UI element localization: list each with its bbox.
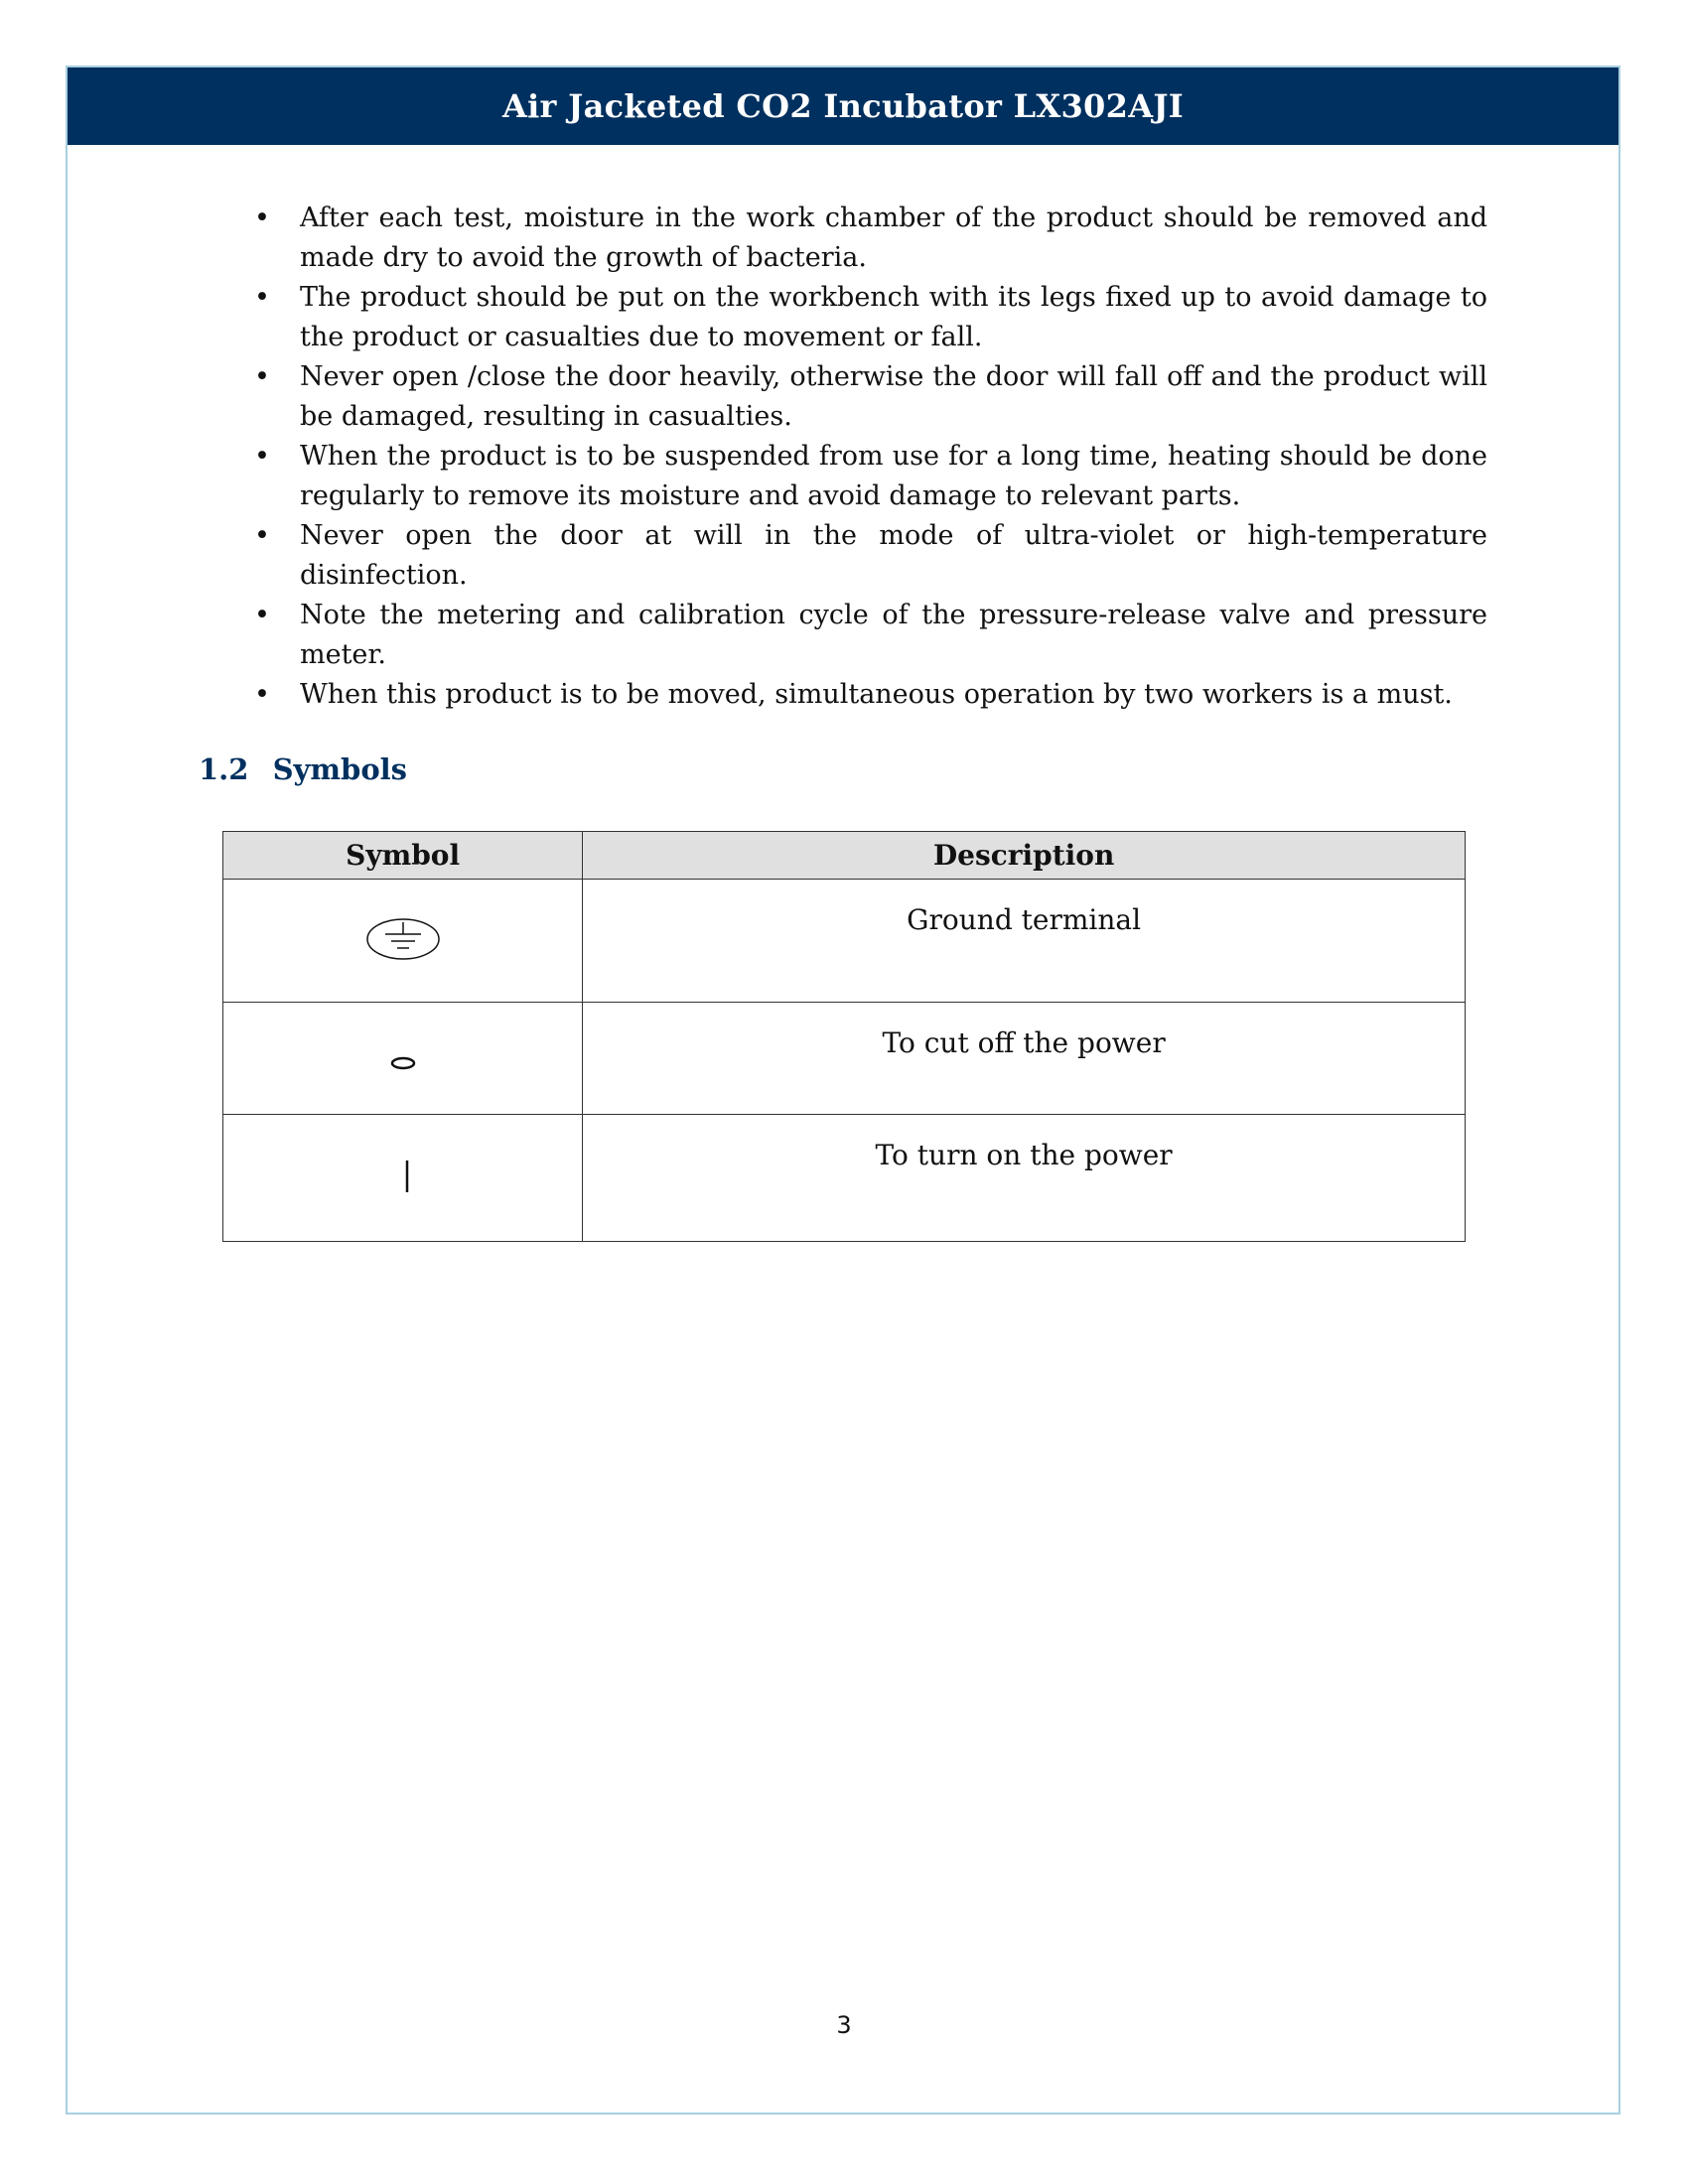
list-item — [232, 596, 1487, 675]
symbol-cell — [223, 880, 583, 1003]
header-band — [68, 68, 1618, 145]
column-header-description: Description — [583, 832, 1466, 880]
column-header-symbol: Symbol — [223, 832, 583, 880]
description-cell: To cut off the power — [583, 1003, 1466, 1115]
power-on-icon — [397, 1159, 417, 1194]
description-cell: Ground terminal — [583, 880, 1466, 1003]
section-title: Symbols — [272, 752, 408, 786]
list-item — [232, 278, 1487, 357]
list-item-text: When the product is to be suspended from use for a long time, heating should be done regularly to remove its moisture and avoid damage to relevant parts. — [300, 441, 1487, 511]
symbols-table — [222, 831, 1466, 1242]
table-row — [223, 880, 1466, 1003]
table-row — [223, 1003, 1466, 1115]
safety-notes-list — [232, 199, 1487, 715]
list-item-text: The product should be put on the workbench with its legs fixed up to avoid damage to the product or casualties due to movement or fall. — [300, 282, 1487, 352]
bullet-icon: • — [254, 679, 270, 710]
list-item-text: Never open the door at will in the mode of ultra-violet or high-temperature disinfection. — [300, 520, 1487, 591]
list-item — [232, 675, 1487, 715]
list-item-text: After each test, moisture in the work chamber of the product should be removed and made dry to avoid the growth of bacteria. — [300, 203, 1487, 273]
list-item — [232, 437, 1487, 516]
bullet-icon: • — [254, 441, 270, 472]
list-item-text: When this product is to be moved, simultaneous operation by two workers is a must. — [300, 679, 1453, 710]
bullet-icon: • — [254, 282, 270, 313]
page-number: 3 — [836, 2011, 852, 2039]
list-item — [232, 516, 1487, 596]
power-off-icon — [388, 1053, 418, 1073]
table-row — [223, 1115, 1466, 1242]
section-heading — [199, 752, 407, 786]
bullet-icon: • — [254, 600, 270, 630]
bullet-icon: • — [254, 361, 270, 392]
list-item-text: Note the metering and calibration cycle of the pressure-release valve and pressure meter. — [300, 600, 1487, 670]
list-item-text: Never open /close the door heavily, otherwise the door will fall off and the product will be damaged, resulting in casualties. — [300, 361, 1487, 432]
list-item — [232, 199, 1487, 278]
bullet-icon: • — [254, 520, 270, 551]
symbol-cell — [223, 1003, 583, 1115]
description-cell: To turn on the power — [583, 1115, 1466, 1242]
symbol-cell — [223, 1115, 583, 1242]
list-item — [232, 357, 1487, 437]
bullet-icon: • — [254, 203, 270, 233]
section-number: 1.2 — [199, 752, 249, 786]
document-title: Air Jacketed CO2 Incubator LX302AJI — [501, 87, 1185, 125]
ground-terminal-icon — [363, 916, 443, 962]
table-header-row — [223, 832, 1466, 880]
